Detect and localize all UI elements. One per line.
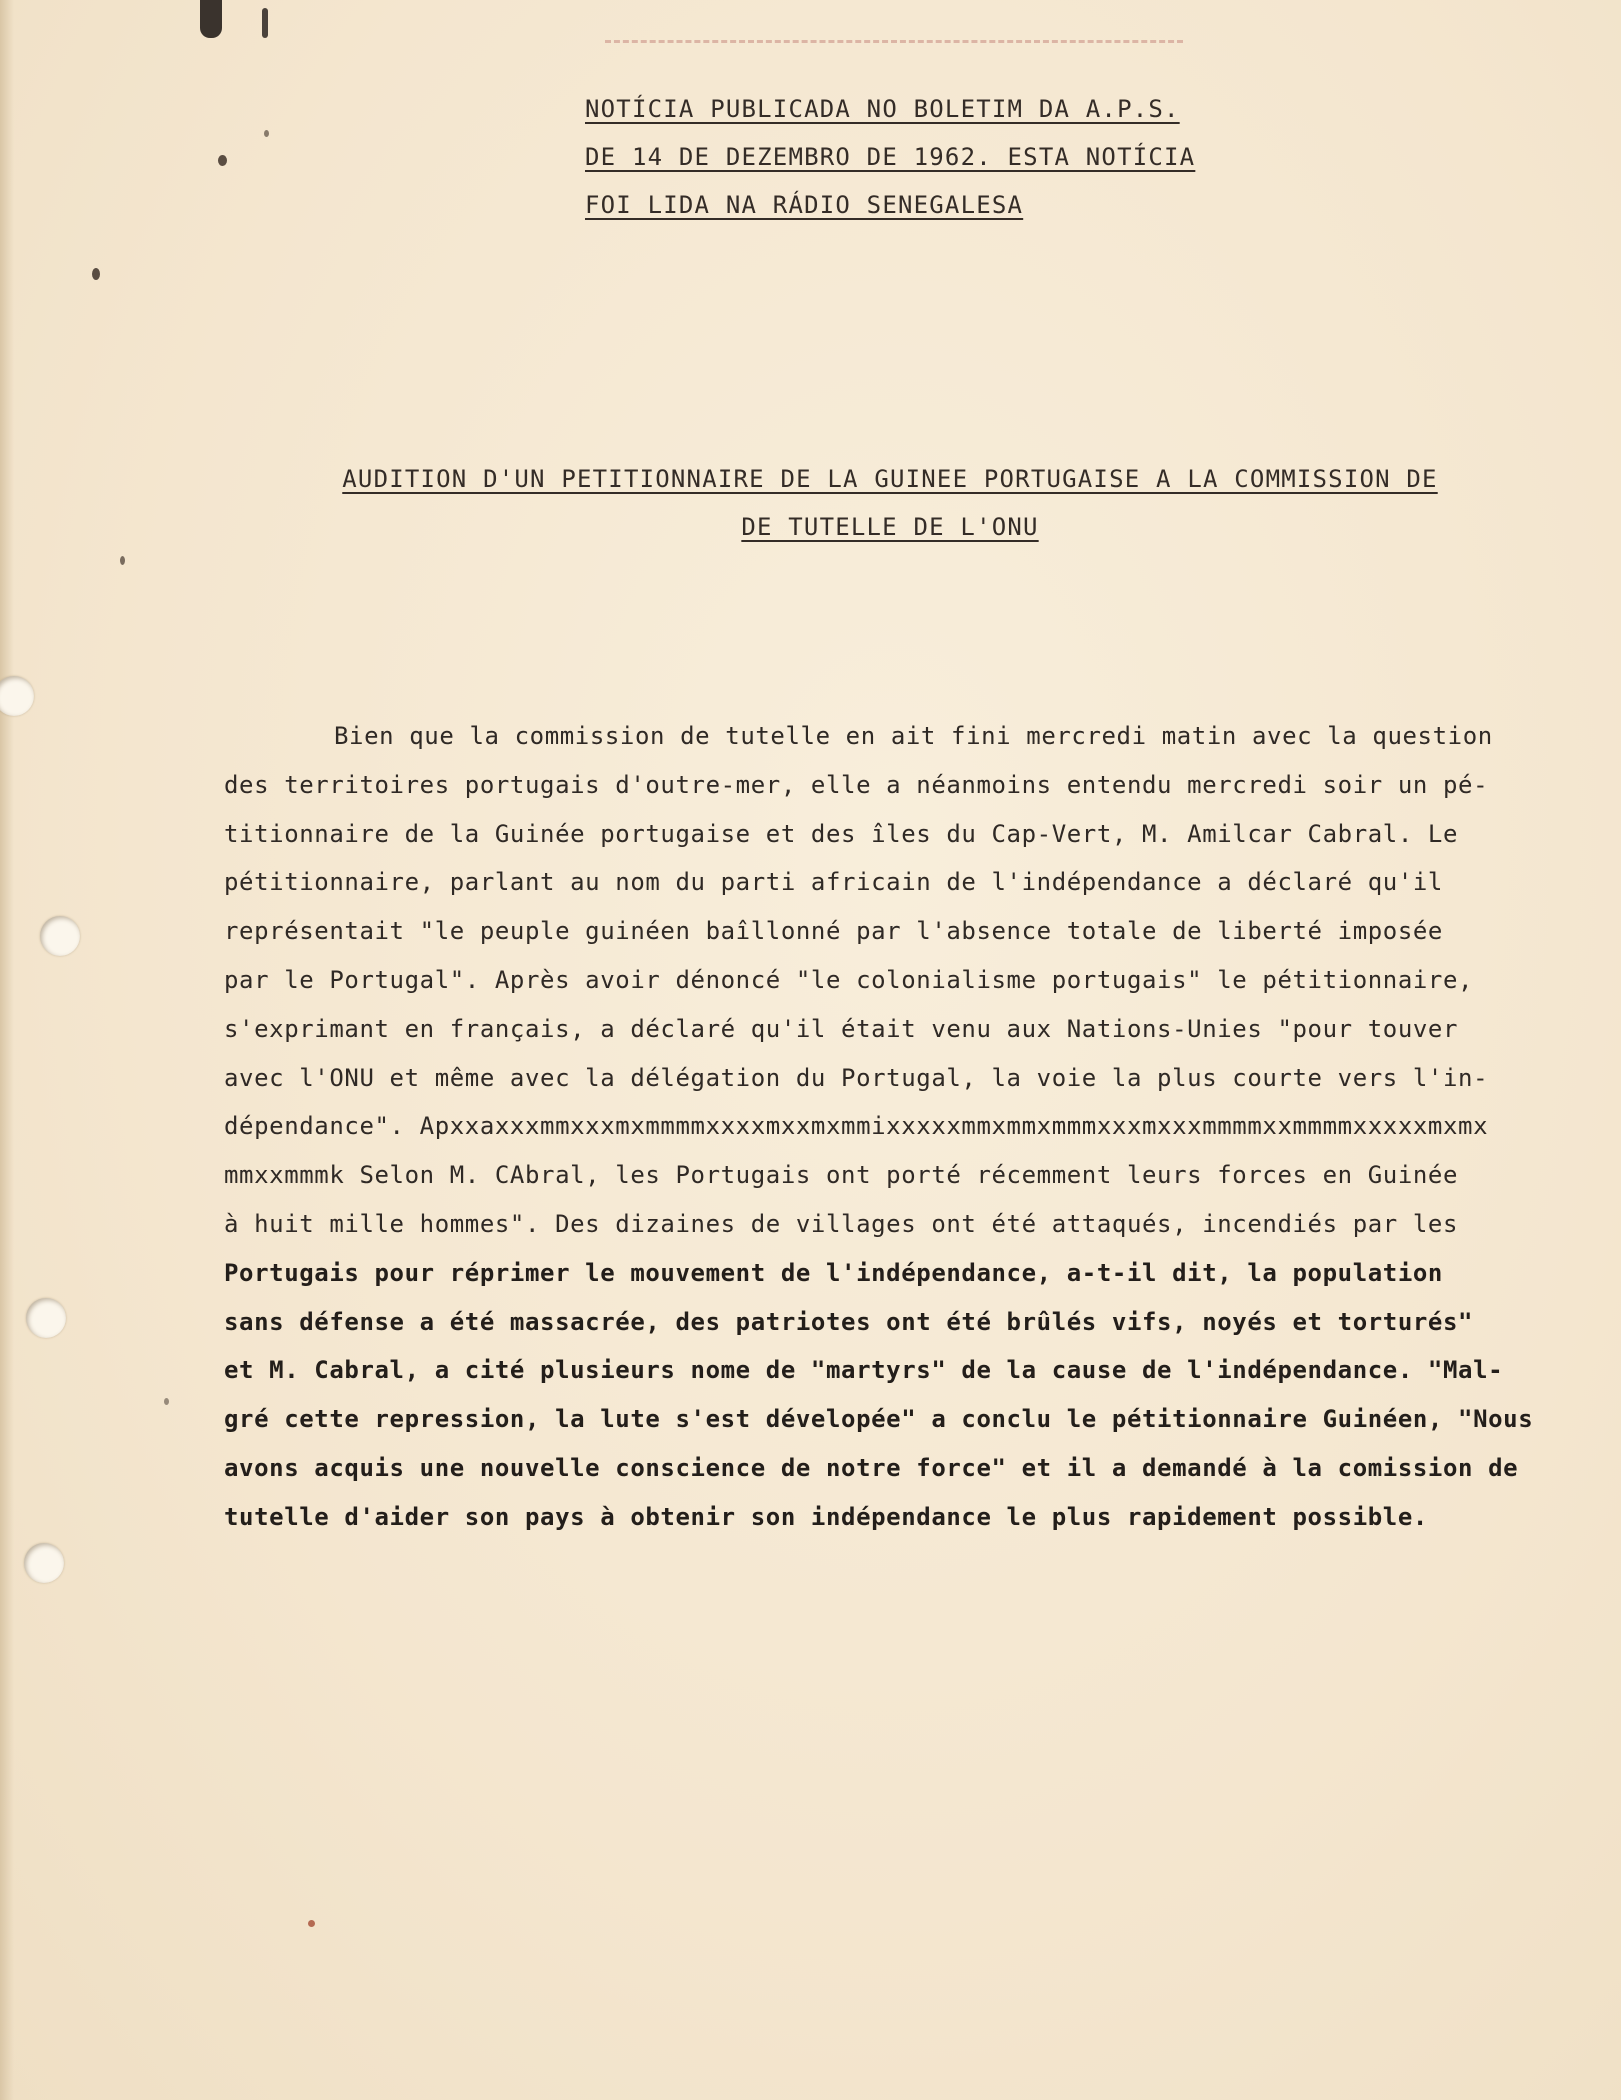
ink-speck	[120, 556, 125, 565]
ink-speck	[164, 1398, 169, 1405]
ink-speck	[264, 130, 269, 137]
body-line: s'exprimant en français, a déclaré qu'il était venu aux Nations-Unies "pour touver	[224, 1014, 1459, 1043]
body-line: gré cette repression, la lute s'est dévelopée" a conclu le pétitionnaire Guinéen, "Nous	[224, 1405, 1534, 1434]
body-line: titionnaire de la Guinée portugaise et des îles du Cap-Vert, M. Amilcar Cabral. Le	[224, 819, 1459, 848]
header-line: DE 14 DE DEZEMBRO DE 1962. ESTA NOTÍCIA	[585, 143, 1196, 171]
ink-speck	[308, 1920, 315, 1927]
ink-smudge-mark	[200, 0, 222, 38]
header-line: FOI LIDA NA RÁDIO SENEGALESA	[585, 191, 1024, 219]
punch-hole	[26, 1298, 66, 1338]
body-line: pétitionnaire, parlant au nom du parti africain de l'indépendance a déclaré qu'il	[224, 868, 1443, 897]
body-line: Portugais pour réprimer le mouvement de l'indépendance, a-t-il dit, la population	[224, 1258, 1443, 1287]
body-line	[224, 712, 1604, 761]
punch-hole	[0, 676, 34, 716]
body-line: par le Portugal". Après avoir dénoncé "le colonialisme portugais" le pétitionnaire,	[224, 965, 1474, 994]
header-note	[585, 85, 1225, 229]
title-line: AUDITION D'UN PETITIONNAIRE DE LA GUINEE PORTUGAISE A LA COMMISSION DE	[342, 465, 1438, 493]
body-line: représentait "le peuple guinéen baîllonné par l'absence totale de liberté imposée	[224, 917, 1443, 946]
title-line: DE TUTELLE DE L'ONU	[741, 513, 1039, 541]
body-line: tutelle d'aider son pays à obtenir son indépendance le plus rapidement possible.	[224, 1502, 1428, 1531]
punch-hole	[24, 1543, 64, 1583]
document-title	[330, 455, 1450, 551]
body-line: à huit mille hommes". Des dizaines de villages ont été attaqués, incendiés par les	[224, 1209, 1459, 1238]
body-line-text: Bien que la commission de tutelle en ait fini mercredi matin avec la question	[334, 722, 1493, 750]
body-line: mmxxmmmk Selon M. CAbral, les Portugais ont porté récemment leurs forces en Guinée	[224, 1161, 1459, 1190]
struck-out-line: dépendance". Apxxaxxxmmxxxmxmmmmxxxxmxxmxmmixxxxxmmxmmxmmmxxxmxxxmmmmxxmmmmxxxxxmxmx	[224, 1112, 1489, 1141]
body-line: des territoires portugais d'outre-mer, elle a néanmoins entendu mercredi soir un pé-	[224, 770, 1489, 799]
ink-speck	[218, 155, 227, 166]
page-edge-shadow	[0, 0, 14, 2100]
ink-smudge-mark	[262, 8, 268, 38]
body-paragraph	[224, 712, 1604, 1542]
body-line: et M. Cabral, a cité plusieurs nome de "martyrs" de la cause de l'indépendance. "Mal-	[224, 1356, 1504, 1385]
body-line: sans défense a été massacrée, des patriotes ont été brûlés vifs, noyés et torturés"	[224, 1307, 1474, 1336]
body-line: avons acquis une nouvelle conscience de notre force" et il a demandé à la comission de	[224, 1453, 1519, 1482]
body-line: avec l'ONU et même avec la délégation du Portugal, la voie la plus courte vers l'in-	[224, 1063, 1489, 1092]
punch-hole	[40, 916, 80, 956]
faint-dashed-line	[605, 40, 1183, 43]
ink-speck	[92, 268, 100, 280]
header-line: NOTÍCIA PUBLICADA NO BOLETIM DA A.P.S.	[585, 95, 1180, 123]
